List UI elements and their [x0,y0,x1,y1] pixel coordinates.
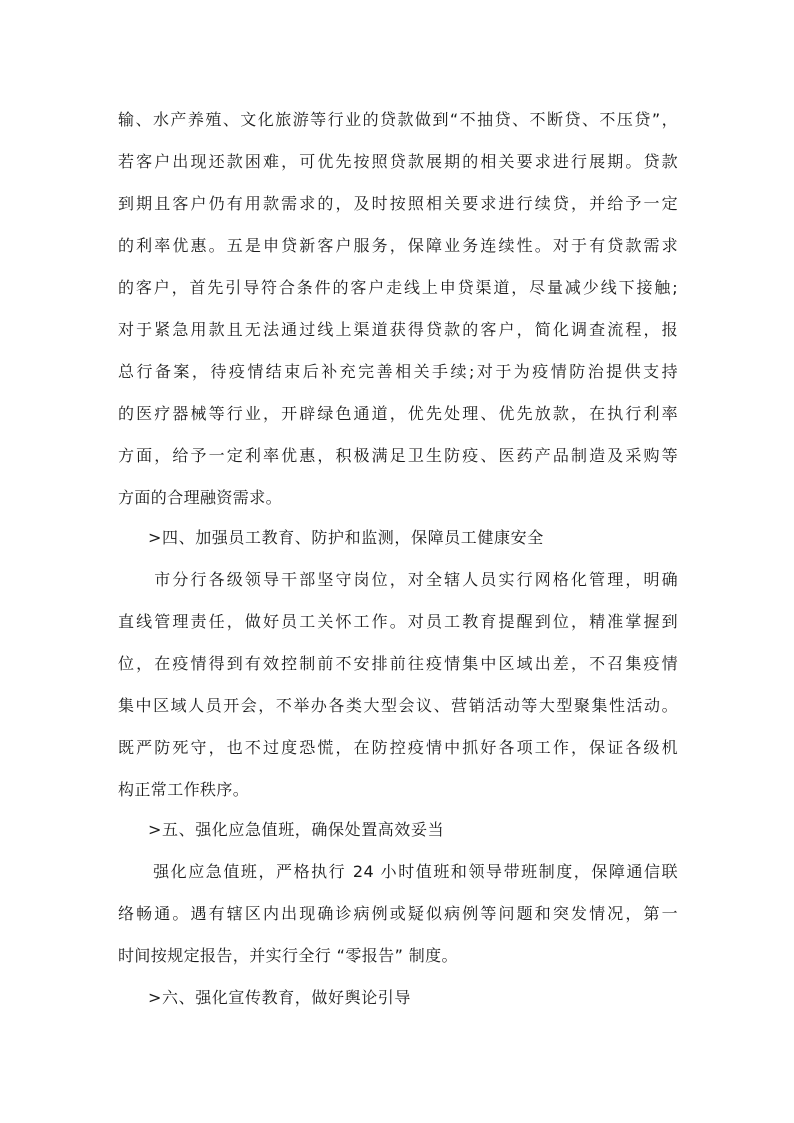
paragraph-line: 时间按规定报告，并实行全行 “零报告” 制度。 [118,946,458,965]
paragraph-line: 的客户，首先引导符合条件的客户走线上申贷渠道，尽量减少线下接触; [118,278,678,297]
paragraph-line: 既严防死守，也不过度恐慌，在防控疫情中抓好各项工作，保证各级机 [118,738,678,757]
paragraph-line: 输、水产养殖、文化旅游等行业的贷款做到“不抽贷、不断贷、不压贷”， [118,110,678,129]
paragraph-line: 强化应急值班，严格执行 24 小时值班和领导带班制度，保障通信联 [118,862,678,881]
section-heading-4: >四、加强员工教育、防护和监测，保障员工健康安全 [148,528,544,547]
paragraph-line: 集中区域人员开会，不举办各类大型会议、营销活动等大型聚集性活动。 [118,696,678,715]
paragraph-line: 直线管理责任，做好员工关怀工作。对员工教育提醒到位，精准掌握到 [118,612,678,631]
paragraph-line: 方面，给予一定利率优惠，积极满足卫生防疫、医药产品制造及采购等 [118,446,678,465]
paragraph-line: 总行备案，待疫情结束后补充完善相关手续;对于为疫情防治提供支持 [118,362,678,381]
paragraph-line: 络畅通。遇有辖区内出现确诊病例或疑似病例等问题和突发情况，第一 [118,904,678,923]
paragraph-line: 到期且客户仍有用款需求的，及时按照相关要求进行续贷，并给予一定 [118,194,678,213]
paragraph-line: 位，在疫情得到有效控制前不安排前往疫情集中区域出差，不召集疫情 [118,654,678,673]
paragraph-line: 若客户出现还款困难，可优先按照贷款展期的相关要求进行展期。贷款 [118,152,678,171]
section-heading-6: >六、强化宣传教育，做好舆论引导 [148,988,412,1007]
paragraph-line: 的医疗器械等行业，开辟绿色通道，优先处理、优先放款，在执行利率 [118,404,678,423]
paragraph-line: 对于紧急用款且无法通过线上渠道获得贷款的客户，简化调查流程，报 [118,320,678,339]
paragraph-line: 构正常工作秩序。 [118,780,250,799]
paragraph-line: 方面的合理融资需求。 [118,488,283,507]
section-heading-5: >五、强化应急值班，确保处置高效妥当 [148,820,445,839]
paragraph-line: 的利率优惠。五是申贷新客户服务，保障业务连续性。对于有贷款需求 [118,236,678,255]
paragraph-line: 市分行各级领导干部坚守岗位，对全辖人员实行网格化管理，明确 [118,570,678,589]
